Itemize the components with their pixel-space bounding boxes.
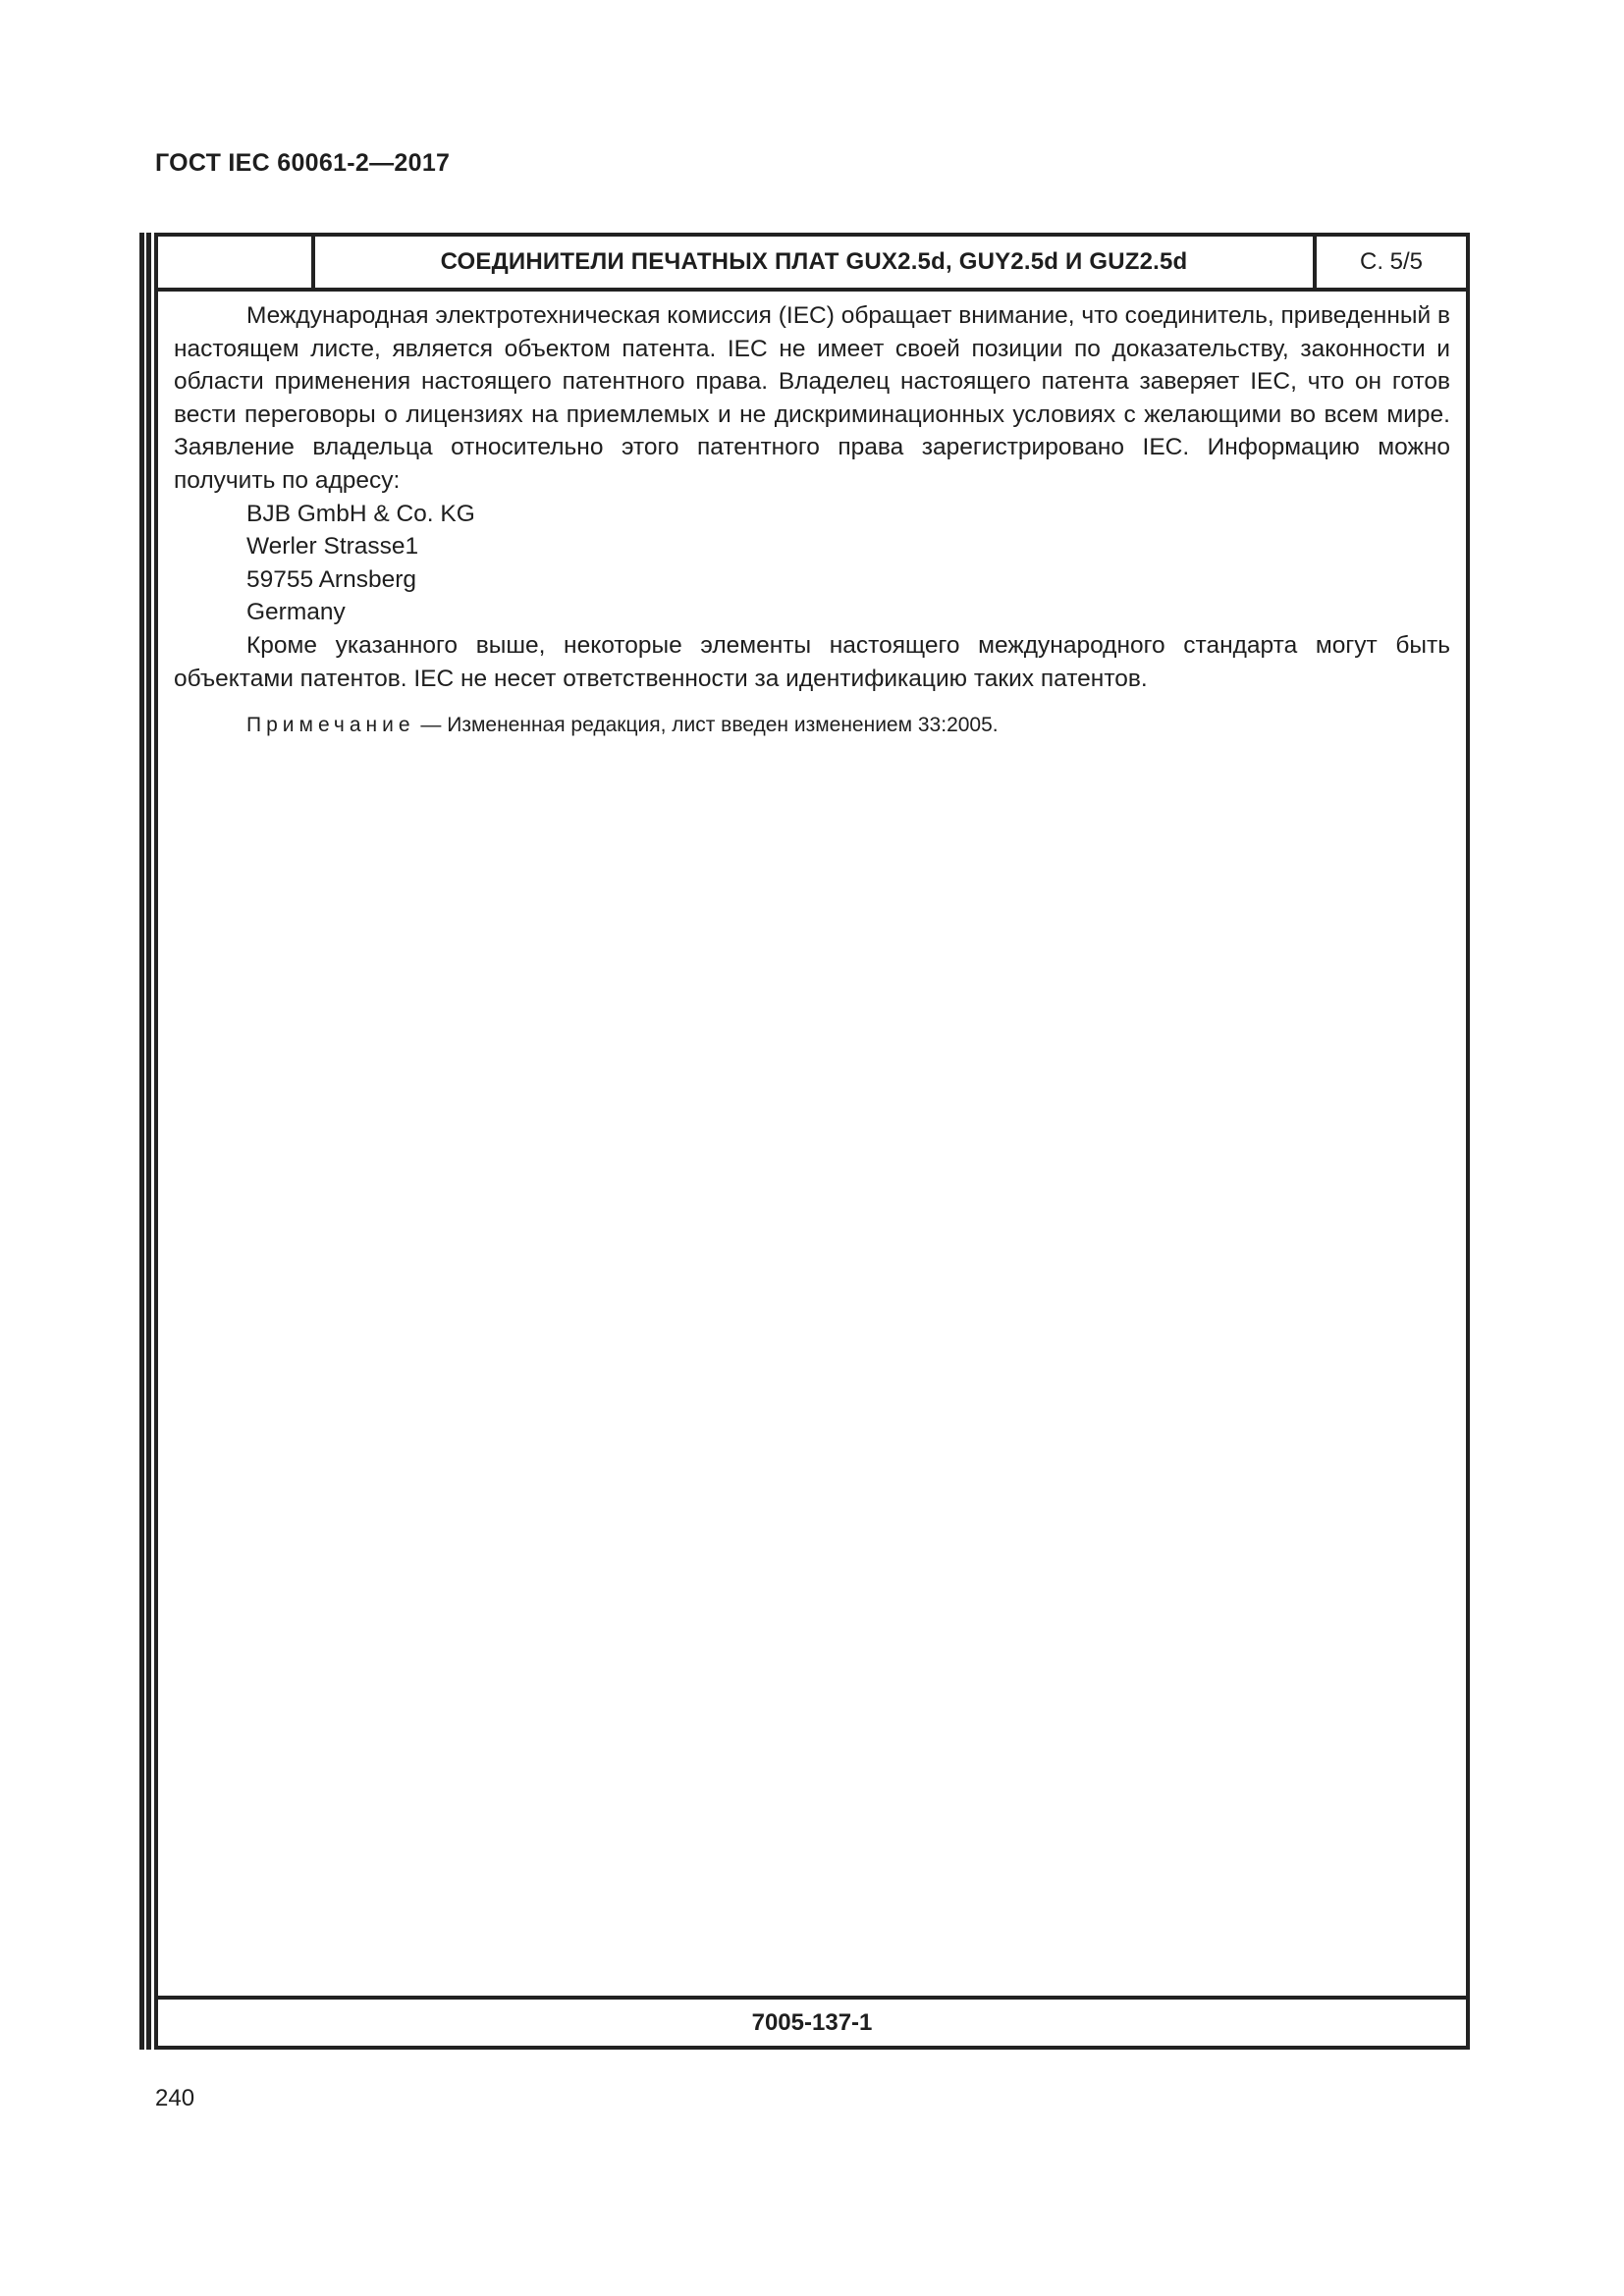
sheet-frame [154,233,1470,2050]
patent-paragraph: Международная электротехническая комиссия (IEC) обращает внимание, что соединитель, приведенный в настоящем листе, является объектом патента. IEC не имеет своей позиции по доказательству, законности и области применения настоящего патентного права. Владелец настоящего патента заверяет IEC, что он готов вести переговоры о лицензиях на приемлемых и не дискриминационных условиях с желающими во всем мире. Заявление владельца относительно этого патентного права зарегистрировано IEC. Информацию можно получить по адресу: [174,302,1450,494]
address-line-street: Werler Strasse1 [246,533,419,561]
sheet-header-row [158,237,1466,292]
sheet-title: СОЕДИНИТЕЛИ ПЕЧАТНЫХ ПЛАТ GUX2.5d, GUY2.5d И GUZ2.5d [315,237,1317,288]
standard-id-header: ГОСТ IEC 60061-2—2017 [155,149,451,177]
address-line-country: Germany [246,599,346,626]
note-dash: — [414,714,448,737]
note-label: Примечание [246,714,415,737]
note [174,709,1450,742]
note-text: Измененная редакция, лист введен изменением 33:2005. [447,714,999,737]
address-line-company: BJB GmbH & Co. KG [246,500,475,527]
left-margin-bar-outer [139,233,144,2050]
page-number: 240 [155,2085,195,2111]
disclaimer-paragraph: Кроме указанного выше, некоторые элементы настоящего международного стандарта могут быть объектами патентов. IEC не несет ответственности за идентификацию таких патентов. [174,631,1450,692]
sheet-page-ref: С. 5/5 [1359,248,1424,275]
address-line-city: 59755 Arnsberg [246,565,416,593]
sheet-content [158,292,1466,742]
sheet-code-row [158,1996,1466,2046]
sheet-header-empty-cell [158,237,315,288]
sheet-code: 7005-137-1 [751,2008,873,2036]
left-margin-bar-inner [146,233,151,2050]
